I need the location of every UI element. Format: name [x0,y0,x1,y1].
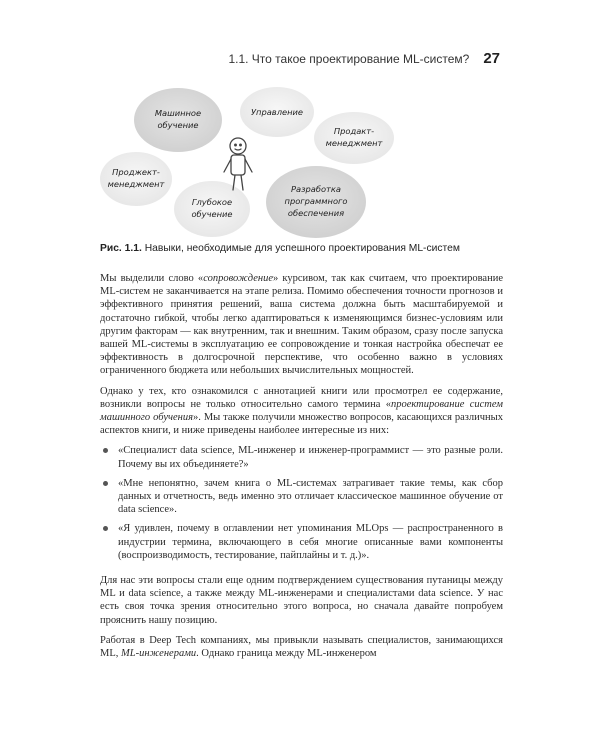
body-text [100,272,503,667]
bubble-software-development [266,166,366,238]
paragraph [100,634,503,660]
figure-caption [100,243,520,254]
list-item-text: «Я удивлен, почему в оглавлении нет упоминания MLOps — распространенного в индустрии термина, включающего в себя многие описанные вами компоненты (воспроизводимость, тестирование, пайплайны и т. д.)». [118,523,503,561]
bullet-icon [103,526,108,531]
paragraph [100,385,503,438]
bubble-label-line: Глубокое [191,197,233,207]
text-run: » курсивом, так как считаем, что проектирование ML-систем не заканчивается на этапе релиза. Помимо обеспечения точности прогнозов и эффективного принятия решений, ваша система должна быть масштабируемой и достаточно гибкой, чтобы легко адаптироваться к изменяющимся бизнес-условиям или другим факторам — как внутренним, так и внешним. Таким образом, сразу после запуска вашей ML-системы в эксплуатацию ее сопровождение и тонкая настройка обеспечат ее эффективность в долгосрочной перспективе, что особенно важно в условиях ограниченного бюджета или небольших вычислительных мощностей. [100,273,503,377]
text-run: Работая в Deep Tech компаниях, мы привыкли называть специалистов, занимающихся ML, [100,634,503,660]
list-item-text: «Мне непонятно, зачем книга о ML-системах затрагивает такие темы, как сбор данных и отчетность, ведь именно это отличает классическое машинное обучение от data science». [118,477,503,516]
italic-term: проектирование систем машинного обучения [100,398,503,424]
caption-label: Рис. 1.1. [100,243,142,254]
running-head [228,50,500,68]
caption-text: Навыки, необходимые для успешного проектирования ML-систем [144,243,460,254]
list-item [100,477,503,517]
bubble-machine-learning [134,88,222,152]
text-run: ». Мы также получили множество вопросов, касающихся различных аспектов книги, и ниже приведены наиболее интересные из них: [100,412,503,437]
bubble-label-line: менеджмент [325,138,383,148]
bubble-label-line: обучение [191,209,233,219]
bubble-label-line: Управление [250,107,304,117]
skills-diagram [96,80,504,242]
bubble-project-management [100,152,172,206]
text-run: Однако у тех, кто ознакомился с аннотацией книги или просмотрел ее содержание, возникли вопросы не только относительно самого термина « [100,385,503,410]
bullet-icon [103,448,108,453]
bubble-label-line: Продакт- [333,126,375,136]
skills-figure [96,80,504,242]
chapter-section-title: 1.1. Что такое проектирование ML-систем? [228,52,470,66]
bubble-deep-learning [174,181,250,237]
bubble-label-line: Машинное [154,108,202,118]
page-number: 27 [483,50,500,67]
bubble-label-line: обеспечения [287,208,345,218]
list-item-text: «Специалист data science, ML-инженер и инженер-программист — это разные роли. Почему вы их объединяете?» [118,445,503,470]
bubble-label-line: программного [284,196,348,206]
bullet-list [100,444,503,562]
bullet-icon [103,481,108,486]
person-figure [224,138,252,190]
bubble-product-management [314,112,394,164]
italic-term: сопровождение [203,273,273,284]
bubble-label-line: обучение [157,120,199,130]
text-run: . Однако граница между ML-инженером [196,648,377,660]
paragraph: Для нас эти вопросы стали еще одним подтверждением существования путаницы между ML и data science, а также между ML-инженерами и специалистами data science. У нас есть своя точка зрения относительно этого вопроса, но сначала давайте попробуем прояснить нашу позицию. [100,575,503,626]
list-item [100,522,503,562]
bubble-label-line: Проджект- [112,167,160,177]
paragraph [100,272,503,378]
list-item [100,444,503,470]
italic-term: ML-инженерами [121,648,197,660]
bubble-label-line: менеджмент [107,179,165,189]
bubble-label-line: Разработка [291,184,341,194]
text-run: Мы выделили слово « [100,273,204,284]
bubble-management [240,87,314,137]
